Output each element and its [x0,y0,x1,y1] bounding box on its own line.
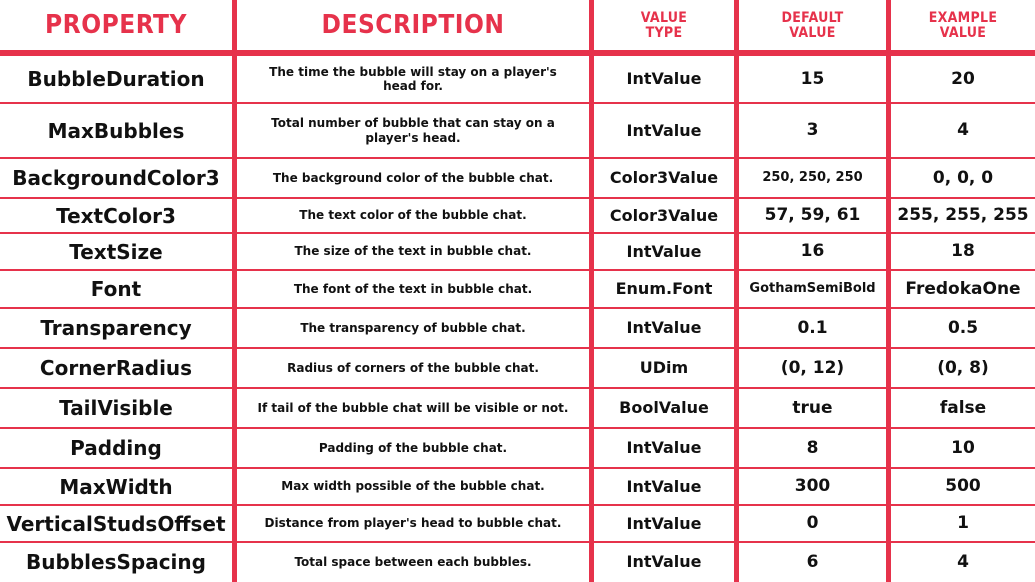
table-row [0,505,1035,542]
cell-example-value: 4 [957,551,969,572]
cell-property: BubbleDuration [27,67,205,91]
cell-example-value: (0, 8) [937,357,989,378]
table-row [0,198,1035,233]
table-row [0,55,1035,103]
table-row [0,468,1035,505]
table-row [0,158,1035,198]
row-divider [0,467,1035,469]
cell-value-type: BoolValue [619,398,709,418]
cell-description: Padding of the bubble chat. [318,440,508,455]
cell-default-value: 15 [800,68,825,89]
column-divider [589,0,594,582]
cell-description: The background color of the bubble chat. [272,170,554,185]
cell-property: MaxWidth [59,474,173,499]
cell-property: Font [90,277,142,301]
cell-value-type: IntValue [626,120,702,140]
cell-value-type: Color3Value [609,168,719,188]
row-divider [0,157,1035,159]
header-description: DESCRIPTION [321,10,505,41]
table-row [0,542,1035,582]
cell-property: BubblesSpacing [26,550,206,574]
cell-default-value: 16 [800,241,825,262]
cell-example-value: 18 [951,241,975,262]
header-value-type: VALUE TYPE [640,10,688,41]
cell-property: CornerRadius [39,356,193,380]
cell-value-type: IntValue [626,513,702,533]
row-divider [0,541,1035,543]
cell-default-value: 8 [806,437,819,458]
row-divider [0,387,1035,389]
header-divider [0,50,1035,56]
cell-property: TailVisible [59,396,173,420]
cell-default-value: true [792,397,833,418]
cell-description: If tail of the bubble chat will be visible or not. [257,400,569,415]
table-header [0,0,1035,52]
cell-description: Max width possible of the bubble chat. [281,479,545,494]
row-divider [0,232,1035,234]
cell-example-value: 0.5 [947,317,979,338]
cell-example-value: 4 [957,120,969,141]
cell-example-value: 20 [951,68,975,89]
table-row [0,233,1035,270]
cell-default-value: GothamSemiBold [749,281,876,297]
column-divider [734,0,739,582]
row-divider [0,269,1035,271]
cell-default-value: (0, 12) [780,357,845,378]
row-divider [0,307,1035,309]
cell-value-type: UDim [639,358,689,378]
header-property: PROPERTY [45,10,187,41]
cell-default-value: 6 [806,551,819,572]
cell-property: Padding [70,436,162,460]
cell-value-type: IntValue [626,552,702,572]
cell-example-value: 10 [951,437,975,458]
cell-default-value: 250, 250, 250 [762,170,863,186]
table-row [0,308,1035,348]
cell-value-type: IntValue [626,241,702,261]
header-default-value: DEFAULT VALUE [781,10,844,41]
table-row [0,428,1035,468]
row-divider [0,504,1035,506]
cell-example-value: false [939,397,987,418]
row-divider [0,427,1035,429]
cell-value-type: IntValue [626,69,702,89]
cell-value-type: Color3Value [609,205,719,225]
cell-property: BackgroundColor3 [12,166,220,190]
cell-example-value: 1 [957,513,969,534]
table-row [0,348,1035,388]
table-row [0,103,1035,158]
cell-description: Total space between each bubbles. [294,554,532,569]
cell-description: The text color of the bubble chat. [299,208,527,223]
cell-default-value: 0.1 [797,317,828,338]
cell-default-value: 0 [806,513,819,534]
table-row [0,270,1035,308]
table-row [0,388,1035,428]
column-divider [886,0,891,582]
row-divider [0,197,1035,199]
cell-description: The size of the text in bubble chat. [294,244,532,259]
cell-description: The transparency of bubble chat. [300,320,526,335]
row-divider [0,102,1035,104]
cell-default-value: 57, 59, 61 [764,205,861,226]
cell-example-value: 0, 0, 0 [932,167,994,188]
cell-property: Transparency [40,316,192,340]
cell-example-value: 255, 255, 255 [897,205,1029,226]
cell-description: Radius of corners of the bubble chat. [287,360,539,375]
cell-description: Distance from player's head to bubble chat. [264,516,562,531]
cell-property: TextSize [69,239,163,264]
cell-description: The font of the text in bubble chat. [293,281,533,296]
row-divider [0,347,1035,349]
cell-value-type: IntValue [626,438,702,458]
cell-description: The time the bubble will stay on a player's head for. [269,64,557,93]
cell-default-value: 3 [806,120,819,141]
cell-default-value: 300 [794,476,831,497]
cell-value-type: IntValue [626,318,702,338]
cell-value-type: Enum.Font [615,279,713,299]
cell-property: VerticalStudsOffset [6,511,226,536]
cell-example-value: 500 [945,476,981,497]
cell-example-value: FredokaOne [905,278,1021,299]
header-example-value: EXAMPLE VALUE [928,10,998,41]
cell-property: MaxBubbles [47,118,185,143]
cell-description: Total number of bubble that can stay on a player's head. [271,116,555,145]
cell-value-type: IntValue [626,476,702,496]
column-divider [232,0,237,582]
cell-property: TextColor3 [56,203,176,228]
